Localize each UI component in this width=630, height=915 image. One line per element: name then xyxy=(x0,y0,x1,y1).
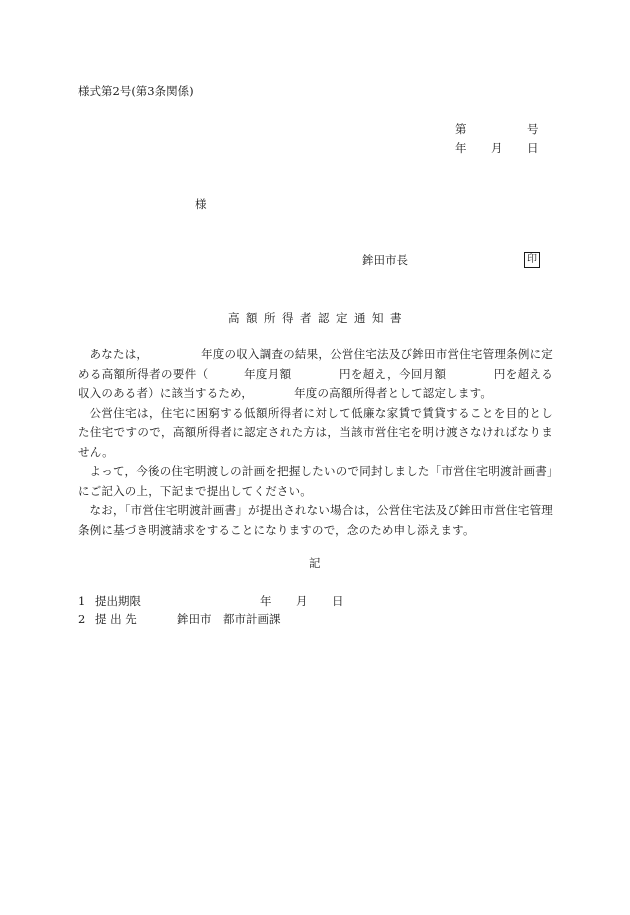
form-label: 様式第2号(第3条関係) xyxy=(78,84,194,98)
item-2-value: 鉾田市 都市計画課 xyxy=(177,612,281,626)
ki-heading: 記 xyxy=(309,556,321,570)
number-suffix: 号 xyxy=(527,122,539,136)
item-2-label: 提 出 先 xyxy=(95,612,137,626)
body-paragraph-4: なお，「市営住宅明渡計画書」が提出されない場合は，公営住宅法及び鉾田市営住宅管理条例に基づき明渡請求をすることになりますので，念のため申し添えます。 xyxy=(78,503,553,537)
body-paragraph-1: あなたは， 年度の収入調査の結果，公営住宅法及び鉾田市営住宅管理条例に定める高額所得者の要件（ 年度月額 円を超え，今回月額 円を超える収入のある者）に該当するため， 年度の高額所得者として認定します。 xyxy=(78,347,553,400)
item-1-label: 提出期限 xyxy=(95,594,141,608)
body-text xyxy=(78,345,553,540)
date-day: 日 xyxy=(527,141,539,155)
item-1-number: 1 xyxy=(78,594,86,608)
date-year: 年 xyxy=(455,141,467,155)
item-1-year: 年 xyxy=(260,594,272,608)
number-prefix: 第 xyxy=(455,122,467,136)
body-paragraph-2: 公営住宅は，住宅に困窮する低額所得者に対して低廉な家賃で賃貸することを目的とした住宅ですので，高額所得者に認定された方は，当該市営住宅を明け渡さなければなりません。 xyxy=(78,405,553,459)
item-1-day: 日 xyxy=(332,594,344,608)
recipient-honorific: 様 xyxy=(195,197,207,211)
date-month: 月 xyxy=(491,141,503,155)
sender-name: 鉾田市長 xyxy=(362,253,408,267)
document-title: 高額所得者認定通知書 xyxy=(228,311,408,325)
seal-box: 印 xyxy=(524,252,540,268)
body-paragraph-3: よって，今後の住宅明渡しの計画を把握したいので同封しました「市営住宅明渡計画書」にご記入の上，下記まで提出してください。 xyxy=(78,464,553,498)
item-2-number: 2 xyxy=(78,612,86,626)
item-1-month: 月 xyxy=(296,594,308,608)
